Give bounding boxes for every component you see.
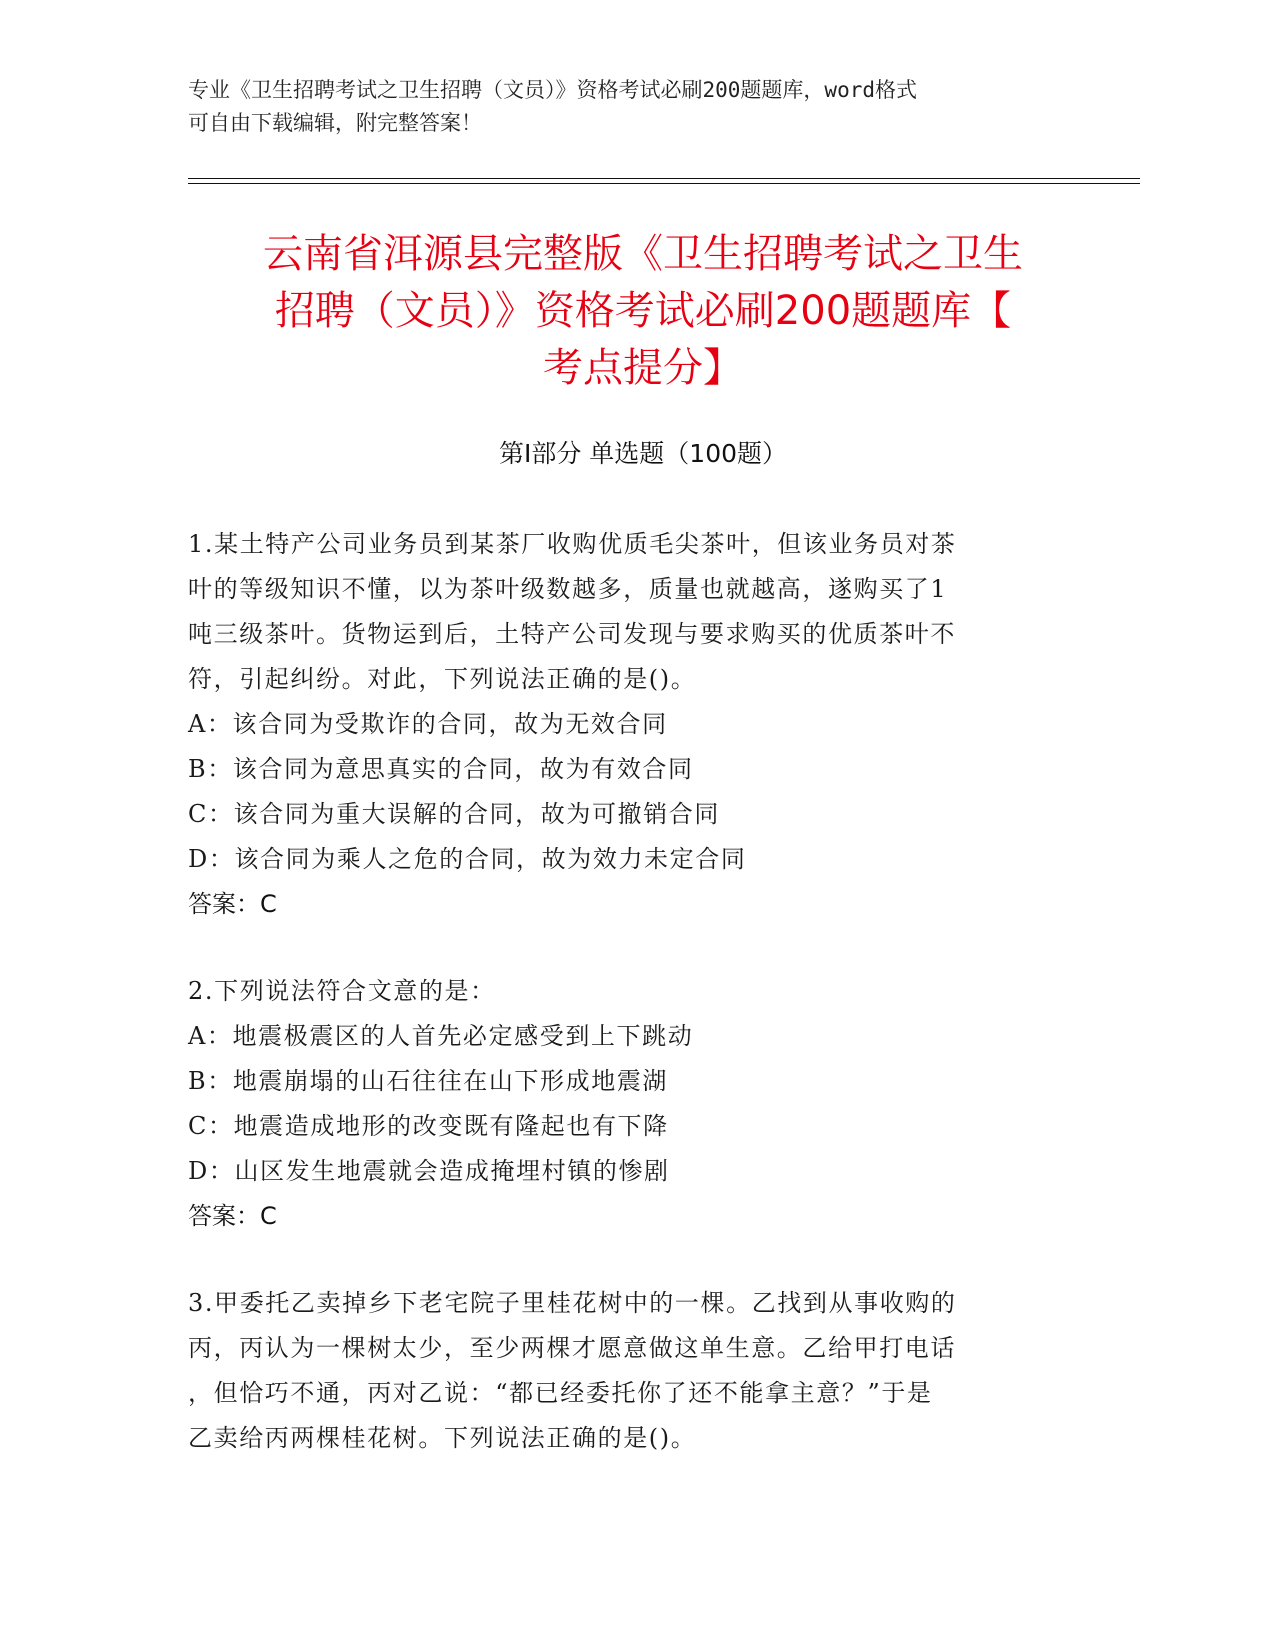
header-note [188, 74, 1068, 140]
question-stem-line: 乙卖给丙两棵桂花树。下列说法正确的是()。 [188, 1424, 697, 1452]
question-stem-line: 1.某土特产公司业务员到某茶厂收购优质毛尖茶叶，但该业务员对茶 [188, 530, 957, 558]
question-stem-line: 3.甲委托乙卖掉乡下老宅院子里桂花树中的一棵。乙找到从事收购的 [188, 1289, 957, 1317]
document-title-line-2: 招聘（文员）》资格考试必刷200题题库【 [274, 288, 1012, 334]
option-c: C：该合同为重大误解的合同，故为可撤销合同 [188, 800, 720, 828]
option-d: D：该合同为乘人之危的合同，故为效力未定合同 [188, 845, 747, 873]
question-stem-line: ，但恰巧不通，丙对乙说：“都已经委托你了还不能拿主意？”于是 [188, 1379, 933, 1407]
option-c: C：地震造成地形的改变既有隆起也有下降 [188, 1112, 669, 1140]
option-d: D：山区发生地震就会造成掩埋村镇的惨剧 [188, 1157, 670, 1185]
option-b: B：地震崩塌的山石往往在山下形成地震湖 [188, 1067, 669, 1095]
option-a: A：地震极震区的人首先必定感受到上下跳动 [188, 1022, 694, 1050]
option-a: A：该合同为受欺诈的合同，故为无效合同 [188, 710, 668, 738]
option-b: B：该合同为意思真实的合同，故为有效合同 [188, 755, 694, 783]
question-stem-line: 2.下列说法符合文意的是： [188, 977, 496, 1005]
header-note-line-2: 可自由下载编辑，附完整答案！ [188, 111, 482, 135]
question-stem-line: 丙，丙认为一棵树太少，至少两棵才愿意做这单生意。乙给甲打电话 [188, 1334, 956, 1362]
question-stem-line: 吨三级茶叶。货物运到后，土特产公司发现与要求购买的优质茶叶不 [188, 620, 956, 648]
section-title: 第Ⅰ部分 单选题（100题） [498, 439, 788, 468]
question-1 [188, 522, 1068, 927]
question-list [188, 522, 1068, 1503]
question-2 [188, 969, 1068, 1239]
header-note-line-1: 专业《卫生招聘考试之卫生招聘（文员）》资格考试必刷200题题库，word格式 [188, 78, 917, 102]
question-3 [188, 1281, 1068, 1461]
document-title-line-3: 考点提分】 [543, 345, 743, 391]
answer: 答案：C [188, 1202, 277, 1230]
question-stem-line: 符，引起纠纷。对此，下列说法正确的是()。 [188, 665, 697, 693]
document-title [188, 226, 1098, 397]
header-divider-bottom [188, 183, 1140, 184]
document-title-line-1: 云南省洱源县完整版《卫生招聘考试之卫生 [263, 231, 1023, 277]
header-divider-top [188, 178, 1140, 179]
answer: 答案：C [188, 890, 277, 918]
question-stem-line: 叶的等级知识不懂，以为茶叶级数越多，质量也就越高，遂购买了1 [188, 575, 948, 603]
